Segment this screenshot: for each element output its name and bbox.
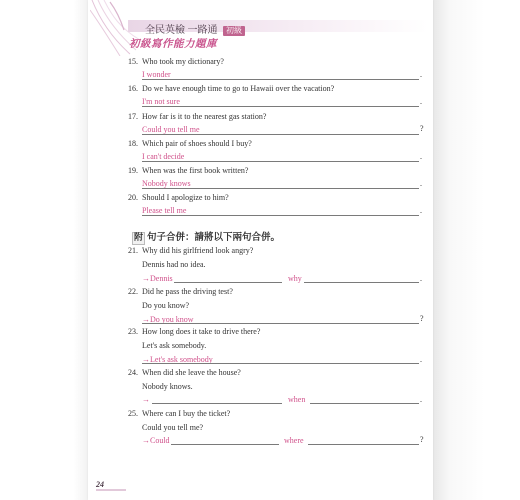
- answer-starter-24: →: [142, 395, 150, 404]
- answer-line-22[interactable]: [142, 323, 419, 324]
- answer-line-17[interactable]: [142, 134, 419, 135]
- answer-end-22: ?: [420, 314, 424, 323]
- answer-line-15[interactable]: [142, 79, 419, 80]
- question-number: 21.: [128, 246, 138, 255]
- answer-line-24b[interactable]: [310, 403, 419, 404]
- page-number: 24: [96, 480, 104, 489]
- question-number: 19.: [128, 166, 138, 175]
- question-25: [128, 409, 230, 418]
- question-text: Should I apologize to him?: [142, 193, 229, 202]
- answer-line-21a[interactable]: [174, 282, 282, 283]
- given-sentence-24: Nobody knows.: [142, 382, 193, 391]
- question-23: [128, 327, 260, 336]
- question-18: [128, 139, 252, 148]
- header-title: [145, 21, 245, 36]
- question-number: 22.: [128, 287, 138, 296]
- question-number: 17.: [128, 112, 138, 121]
- answer-line-21b[interactable]: [304, 282, 419, 283]
- question-number: 18.: [128, 139, 138, 148]
- question-17: [128, 112, 266, 121]
- section-heading: [132, 229, 280, 245]
- question-text: How far is it to the nearest gas station?: [142, 112, 267, 121]
- question-number: 15.: [128, 57, 138, 66]
- answer-end-15: .: [420, 70, 422, 79]
- answer-line-20[interactable]: [142, 215, 419, 216]
- given-sentence-23: Let's ask somebody.: [142, 341, 207, 350]
- page-gutter-left: [0, 0, 92, 500]
- question-15: [128, 57, 224, 66]
- answer-end-18: .: [420, 152, 422, 161]
- question-number: 24.: [128, 368, 138, 377]
- question-number: 20.: [128, 193, 138, 202]
- header-title-text: 全民英檢 一路通: [145, 25, 218, 36]
- answer-end-20: .: [420, 206, 422, 215]
- answer-end-21: .: [420, 274, 422, 283]
- question-24: [128, 368, 241, 377]
- answer-line-25b[interactable]: [308, 444, 419, 445]
- answer-end-17: ?: [420, 124, 424, 133]
- question-text: Did he pass the driving test?: [142, 287, 233, 296]
- question-text: Why did his girlfriend look angry?: [142, 246, 254, 255]
- answer-end-19: .: [420, 179, 422, 188]
- question-text: Where can I buy the ticket?: [142, 409, 231, 418]
- answer-starter-18: I can't decide: [142, 152, 185, 161]
- answer-line-24a[interactable]: [152, 403, 282, 404]
- page-gutter-right: [432, 0, 520, 500]
- answer-mid-25: where: [284, 436, 304, 445]
- question-text: Who took my dictionary?: [142, 57, 224, 66]
- question-number: 16.: [128, 84, 138, 93]
- answer-line-25a[interactable]: [171, 444, 279, 445]
- answer-starter-22: →Do you know: [142, 315, 194, 324]
- question-text: When was the first book written?: [142, 166, 249, 175]
- answer-starter-25: →Could: [142, 436, 170, 445]
- section-title-text: 句子合併：請將以下兩句合併。: [147, 232, 281, 243]
- question-22: [128, 287, 233, 296]
- given-sentence-22: Do you know?: [142, 301, 190, 310]
- answer-starter-21: →Dennis: [142, 274, 173, 283]
- answer-starter-23: →Let's ask somebody: [142, 355, 213, 364]
- given-sentence-25: Could you tell me?: [142, 423, 204, 432]
- answer-starter-20: Please tell me: [142, 206, 187, 215]
- answer-mid-24: when: [288, 395, 306, 404]
- answer-line-16[interactable]: [142, 106, 419, 107]
- question-20: [128, 193, 229, 202]
- level-badge: 初級: [223, 26, 245, 36]
- answer-line-23[interactable]: [142, 363, 419, 364]
- question-text: Which pair of shoes should I buy?: [142, 139, 252, 148]
- question-21: [128, 246, 253, 255]
- question-19: [128, 166, 248, 175]
- question-text: Do we have enough time to go to Hawaii over the vacation?: [142, 84, 335, 93]
- answer-starter-15: I wonder: [142, 70, 171, 79]
- answer-starter-17: Could you tell me: [142, 125, 200, 134]
- answer-end-25: ?: [420, 435, 424, 444]
- answer-line-18[interactable]: [142, 161, 419, 162]
- question-16: [128, 84, 334, 93]
- question-number: 23.: [128, 327, 138, 336]
- question-text: How long does it take to drive there?: [142, 327, 261, 336]
- page-number-bar: [96, 489, 126, 491]
- section-box: 附: [133, 233, 143, 243]
- page-subtitle: 初級寫作能力題庫: [129, 38, 217, 50]
- answer-starter-19: Nobody knows: [142, 179, 191, 188]
- answer-end-24: .: [420, 395, 422, 404]
- answer-end-16: .: [420, 97, 422, 106]
- answer-end-23: .: [420, 355, 422, 364]
- answer-line-19[interactable]: [142, 188, 419, 189]
- answer-starter-16: I'm not sure: [142, 97, 180, 106]
- question-text: When did she leave the house?: [142, 368, 241, 377]
- answer-mid-21: why: [288, 274, 302, 283]
- question-number: 25.: [128, 409, 138, 418]
- given-sentence-21: Dennis had no idea.: [142, 260, 206, 269]
